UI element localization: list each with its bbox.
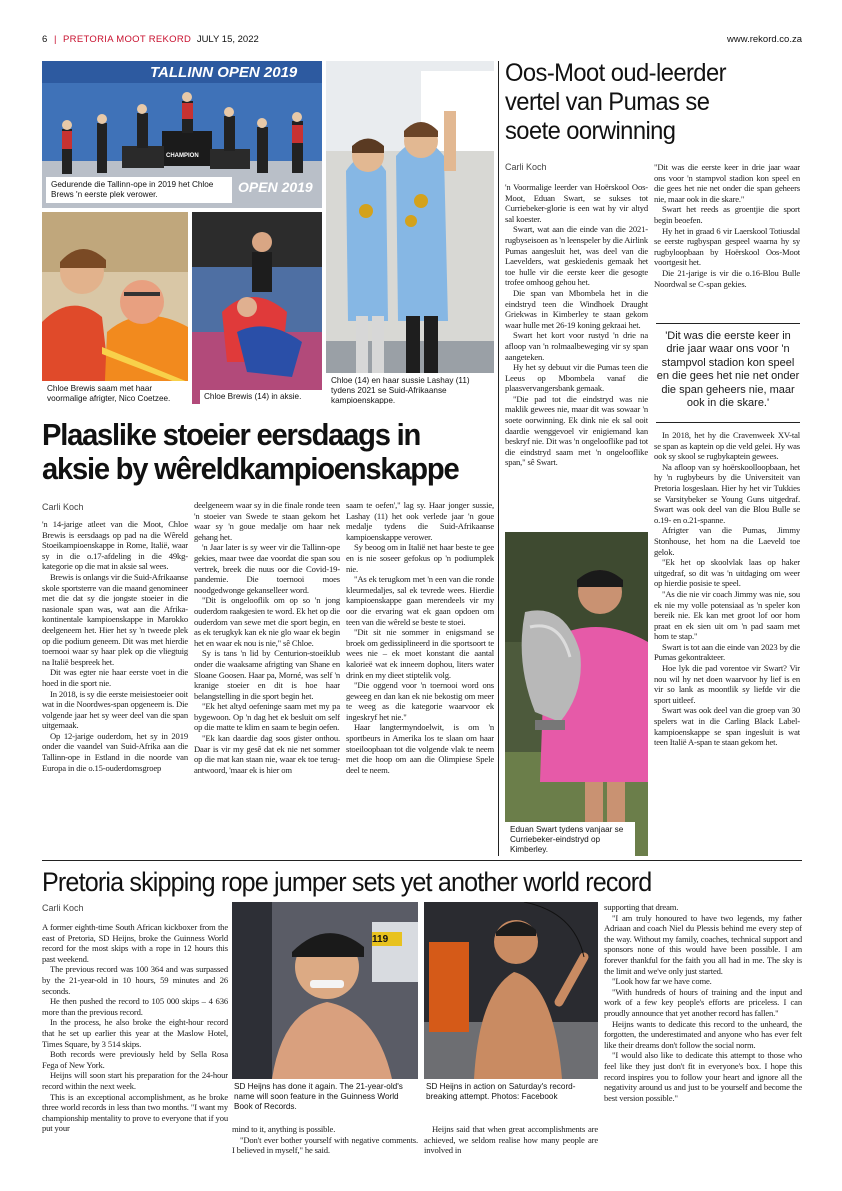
price-tag-number: 119: [372, 934, 389, 945]
paragraph: Afrigter van die Pumas, Jimmy Stonhouse, het hom na die Laeveld toe gelok.: [654, 525, 800, 557]
rugby-column-1: [505, 182, 648, 527]
wrestling-column-3: [346, 500, 494, 859]
paragraph: Sy is tans 'n lid by Centurion-stoeiklub onder die waaksame afrigting van Shane en Sloane Goosen. Haar pa, Morné, was self 'n kranige stoeier en dit is hoe haar belangstelling in die sport begin het.: [194, 648, 340, 701]
paragraph: Heijns said that when great accomplishments are achieved, we seldom realise how many people are involved in: [424, 1124, 598, 1156]
issue-date: JULY 15, 2022: [196, 34, 259, 45]
wrestling-action-photo: [192, 212, 322, 404]
paragraph: Swart was ook deel van die groep van 30 spelers wat in die Carling Black Label-kampioenskappe se span ingesluit is wat teen Italië A-span te staan gekom het.: [654, 705, 800, 748]
rugby-column-2-top: [654, 162, 800, 320]
rugby-headline-line3: soete oorwinning: [505, 117, 676, 145]
paragraph: Heijns wants to dedicate this record to the unheard, the forgotten, the underestimated and anyone who has ever felt like their dreams don't follow the social norm.: [604, 1018, 802, 1050]
paragraph: "Dit is ongelooflik om op so 'n jong ouderdom raakgesien te word. Ek het op die ouderdom van sewe met die sport begin, en as ek terugkyk kan ek nie glo waar ek begin het en waar ek nou is nie," sê Chloe.: [194, 595, 340, 648]
paragraph: mind to it, anything is possible.: [232, 1124, 336, 1134]
swart-photo-caption: Eduan Swart tydens vanjaar se Curriebeker-eindstryd op Kimberley.: [505, 822, 635, 856]
rugby-pull-quote: 'Dit was die eerste keer in drie jaar waar ons voor 'n stampvol stadion kon speel en die gees het nie net onder die span geheers nie, maar ook in die skare.': [656, 330, 800, 410]
skipping-byline: Carli Koch: [42, 903, 84, 913]
wrestling-column-2: [194, 500, 340, 859]
rugby-headline-line1: Oos-Moot oud-leerder: [505, 59, 726, 87]
tallinn-banner-text: TALLINN OPEN 2019: [150, 64, 298, 81]
sisters-photo-caption: Chloe (14) en haar sussie Lashay (11) tydens 2021 se Suid-Afrikaanse kampioenskappe.: [326, 373, 494, 404]
paragraph: The previous record was 100 364 and was surpassed by the 21-year-old in 10 hours, 59 minutes and 26 seconds.: [42, 964, 228, 996]
paragraph: "Ek het op skoolvlak laas op haker uitgedraf, so dit was 'n uitdaging om weer op hierdie posisie te speel.: [654, 557, 800, 589]
paragraph: "Dit was die eerste keer in drie jaar waar ons voor 'n stampvol stadion kon speel en die gees het nie net onder die span geheers nie, maar ook in die skare.": [654, 162, 800, 204]
paragraph: "Ek het altyd oefeninge saam met my pa bygewoon. Op 'n dag het ek besluit om self op die matte te klim en saam te begin oefen.: [194, 701, 340, 733]
paragraph: supporting that dream.: [604, 902, 679, 912]
tallinn-photo-caption: Gedurende die Tallinn-ope in 2019 het Chloe Brews 'n eerste plek verower.: [46, 177, 232, 203]
heijns-smiling-photo: [232, 902, 418, 1079]
paragraph: Dit was egter nie haar eerste voet in die hoed in die sport nie.: [42, 667, 188, 688]
wrestling-byline: Carli Koch: [42, 502, 84, 512]
paragraph: "As ek terugkom met 'n een van die ronde kleurmedaljes, sal ek tevrede wees. Hierdie kampioenskappe gaan merendeels vir my oor die ervaring wat ek gaan opdoen om teen van die wêreld se beste te stoei.: [346, 574, 494, 627]
paragraph: Swart is tot aan die einde van 2023 by die Pumas gekontrakteer.: [654, 641, 800, 663]
paragraph: 'n 14-jarige atleet van die Moot, Chloe Brewis is eersdaags op pad na die Wêreld Stoeikampioenskappe in Rome, Italië, waar sy in die o.17-afdeling in die 49kg-kategorie op die mat in aksie sal wees.: [42, 519, 188, 572]
skipping-column-3: [424, 1124, 598, 1164]
paragraph: Heijns will soon start his preparation for the 24-hour record within the next week.: [42, 1070, 228, 1091]
rugby-column-2-bottom: [654, 430, 800, 860]
paragraph: Hy het sy debuut vir die Pumas teen die Leeus op Mbombela vanaf die plaasvervangersbank gemaak.: [505, 362, 648, 394]
page-number: 6: [42, 34, 48, 45]
tallinn-banner-text-lower: OPEN 2019: [238, 179, 313, 195]
paragraph: "I would also like to dedicate this attempt to those who feel like they just don't fit in everyone's box. I hope this record inspires you to follow your heart and ignore all the negativity around us and just to be yourself and become the best version possible.": [604, 1050, 802, 1103]
heijns-skipping-action-photo: [424, 902, 598, 1079]
paragraph: Swart het reeds as groentjie die sport begin beoefen.: [654, 204, 800, 225]
action-photo-caption: Chloe Brewis (14) in aksie.: [200, 390, 322, 404]
champion-board-text: CHAMPION: [166, 153, 199, 159]
heijns2-photo-caption: SD Heijns in action on Saturday's record-breaking attempt. Photos: Facebook: [424, 1082, 598, 1102]
skipping-headline: Pretoria skipping rope jumper sets yet another world record: [42, 867, 652, 897]
paragraph: He then pushed the record to 105 000 skips – 4 636 more than the previous record.: [42, 996, 228, 1017]
paragraph: Hy het in graad 6 vir Laerskool Totiusdal se eerste rugbyspan gespeel waarna hy sy rugbyloopbaan by Hoërskool Oos-Moot voortgesit het.: [654, 225, 800, 268]
paragraph: "With hundreds of hours of training and the input and work of a few key people's efforts are priceless. I can proudly announce that yet another record has fallen.": [604, 986, 802, 1018]
paragraph: Haar langtermyndoelwit, is om 'n sportbeurs in Amerika los te slaan om haar stoeiloopbaan tot die volgende vlak te neem met die hoop om aan die Olimpiese Spele deel te neem.: [346, 722, 494, 775]
page-header: [42, 34, 802, 48]
wrestling-headline: [42, 418, 469, 486]
paragraph: A former eighth-time South African kickboxer from the east of Pretoria, SD Heijns, broke the Guinness World record for the most skips with a rope in 12 hours this past weekend.: [42, 922, 228, 964]
paragraph: In 2018, is sy die eerste meisiestoeier ooit wat in die Noordwes-span opgeneem is. Die volgende jaar het sy weer deel van die span uitgemaak.: [42, 688, 188, 731]
paragraph: Swart, wat aan die einde van die 2021-rugbyseisoen as 'n leenspeler by die Airlink Pumas aangesluit het, was deel van die Laevelders, wat geskiedenis gemaak het toe hulle vir die eerste keer die gesogte trofee omhoog gehou het.: [505, 224, 648, 288]
paragraph: Die span van Mbombela het in die eindstryd teen die Windhoek Draught Griekwas in Kimberley te staan gekom waar hulle met 26-19 koning gekraai het.: [505, 287, 648, 330]
rugby-byline: Carli Koch: [505, 162, 547, 172]
paragraph: Na afloop van sy hoërskoolloopbaan, het hy 'n rugbybeurs by die Universiteit van Pretoria losgeslaan. Hier hy het vir Tukkies se Varsitybeker se Young Guns uitgedraf. Swart was ook deel van die Blou Bulle se o.19- en o.21-spanne.: [654, 461, 800, 525]
paragraph: 'n Jaar later is sy weer vir die Tallinn-ope gekies, maar twee dae voordat die span sou vertrek, breek die nuus oor die Covid-19-pandemie. Die toernooi moes noodgedwonge gekanselleer word.: [194, 542, 340, 595]
paragraph: Swart het kort voor rustyd 'n drie na afloop van 'n rolmaalbeweging vir sy span aangeteken.: [505, 330, 648, 362]
paragraph: Hoe lyk die pad vorentoe vir Swart? Vir nou wil hy net doen waarvoor hy lief is en vir so lank as moontlik sy liefde vir die sport uitleef.: [654, 663, 800, 705]
coetzee-photo-caption: Chloe Brewis saam met haar voormalige afrigter, Nico Coetzee.: [42, 381, 188, 404]
pull-quote-rule-bottom: [656, 422, 800, 423]
skipping-column-1: [42, 922, 228, 1160]
eduan-swart-trophy-photo: [505, 532, 648, 856]
paragraph: Sy beoog om in Italië net haar beste te gee en is nie soseer gefokus op 'n podiumplek nie.: [346, 542, 494, 574]
paragraph: "Dit sit nie sommer in enigsmand se broek om gedissiplineerd in die sportsoort te wees nie – ek moet konstant die aantal kalorieë wat ek inneem dophou, liters water drink en my dieet stiptelik volg.: [346, 627, 494, 680]
paragraph: "Ek kan daardie dag soos gister onthou. Daar is vir my gesê dat ek nie net sommer op die mat kan staan nie, waar ek toe terug-antwoord, 'maar ek is hier om: [194, 733, 340, 775]
heijns1-photo-caption: SD Heijns has done it again. The 21-year-old's name will soon feature in the Guinness World Book of Records.: [232, 1082, 418, 1112]
paragraph: Brewis is onlangs vir die Suid-Afrikaanse skole sportsterre van die maand genomineer met die dat sy die jongste stoeier in die nasionale span was, wat aan die Afrika-kontinentale kampioenskappe in Marokko deelgeneem het. Hier het sy 'n tweede plek op die podium geneem. Dit was met hierdie toernooi waar sy haar plek op die vliegtuig na Italië bespreek het.: [42, 571, 188, 667]
website-link[interactable]: www.rekord.co.za: [727, 34, 802, 45]
rugby-headline: [505, 59, 790, 146]
paragraph: "Don't ever bother yourself with negative comments. I believed in myself," he said.: [232, 1134, 418, 1156]
skipping-column-4: [604, 902, 802, 1160]
paragraph: saam te oefen'," lag sy. Haar jonger sussie, Lashay (11) het ook verlede jaar 'n goue medalje tydens die Suid-Afrikaanse kampioenskappe verower.: [346, 500, 494, 542]
wrestling-headline-line1: Plaaslike stoeier eersdaags in: [42, 417, 421, 452]
skipping-column-2: [232, 1124, 418, 1164]
paragraph: In the process, he also broke the eight-hour record that he set up earlier this year at the Maslow Hotel, Times Square, by 3 514 skips.: [42, 1017, 228, 1049]
paragraph: "As die nie vir coach Jimmy was nie, sou ek nie my volle potensiaal as 'n speler kon bereik nie. Ek kan met groot lof oor hom praat en ek sien uit om 'n pad saam met hom te stap.": [654, 588, 800, 642]
pull-quote-rule-top: [656, 323, 800, 324]
coach-coetzee-photo: [42, 212, 188, 404]
paragraph: "Look how far we have come.: [612, 976, 712, 987]
wrestling-column-1: [42, 519, 188, 859]
wrestling-headline-line2: aksie by wêreldkampioenskappe: [42, 451, 459, 486]
paragraph: Op 12-jarige ouderdom, het sy in 2019 onder die vaandel van Suid-Afrika aan die Tallinn-ope in Estland in die noorde van Europa in die o.15-ouderdomsgroep: [42, 730, 188, 773]
paragraph: "Die pad tot die eindstryd was nie maklik gewees nie, maar dit was sowaar 'n soete oorwinning. Ek dink nie ek sal ooit daardie wenggevoel vir enigiemand kan beskryf nie. Dit was 'n ongelooflike pad tot die eindstryd saam met 'n ongelooflike span," sê Swart.: [505, 393, 648, 468]
paragraph: 'n Voormalige leerder van Hoërskool Oos-Moot, Eduan Swart, se sukses tot Curriebeker-glorie is een wat hy vir altyd sal koester.: [505, 182, 648, 224]
column-rule-vertical: [498, 61, 499, 856]
header-divider: |: [53, 34, 57, 45]
paragraph: deelgeneem waar sy in die finale ronde teen 'n stoeier van Swede te staan gekom het waar sy 'n goue medalje om haar nek gehang het.: [194, 500, 340, 542]
sisters-medals-photo: [326, 61, 494, 404]
paragraph: Die 21-jarige is vir die o.16-Blou Bulle Noordwal se C-span gekies.: [654, 267, 800, 289]
paragraph: "Die oggend voor 'n toernooi word ons geweeg en dan kan ek nie bekostig om meer te weeg as die kategorie waarvoor ek ingeskryf het nie.": [346, 680, 494, 722]
tallinn-podium-photo: [42, 61, 322, 208]
section-rule: [42, 860, 802, 861]
paragraph: "I am truly honoured to have two legends, my father Adriaan and coach Niel du Plessis behind me every step of the way. Without my family, coaches, technical support and sponsors none of this would have been possible. I am forever thankful for the faith you all had in me. The sky is the limit and we've only just started.: [604, 912, 802, 976]
paragraph: This is an exceptional accomplishment, as he broke three world records in less than two months. "I want my championship mentality to prove to everyone that if you put your: [42, 1091, 228, 1134]
paragraph: In 2018, het hy die Cravenweek XV-tal se span as kaptein op die veld gelei. Hy was ook sy skool se rugbykaptein gewees.: [654, 430, 800, 462]
paragraph: Both records were previously held by Sella Rosa Fega of New York.: [42, 1049, 228, 1070]
rugby-headline-line2: vertel van Pumas se: [505, 88, 710, 116]
publication-name: PRETORIA MOOT REKORD: [63, 34, 192, 45]
